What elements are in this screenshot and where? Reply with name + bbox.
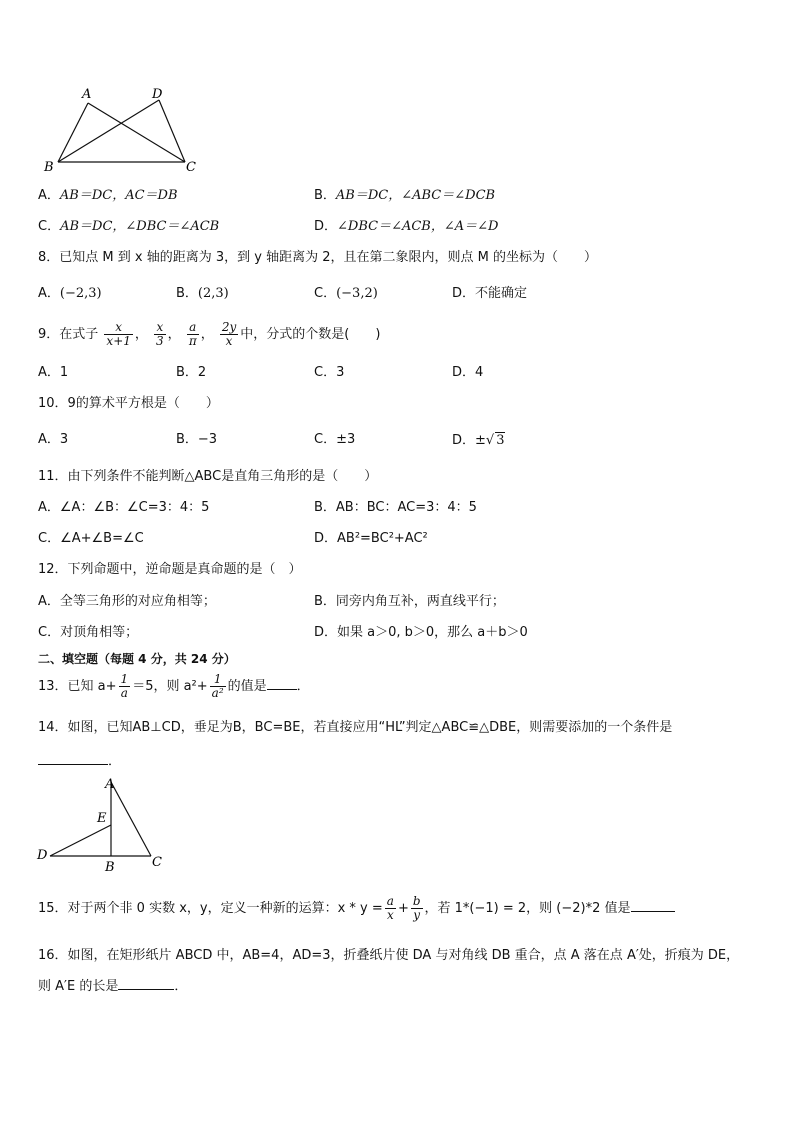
fraction-x-over-3: $\frac{x}{3}$ xyxy=(156,320,164,348)
q12-option-d: D．如果 a＞0, b＞0，那么 a＋b＞0 xyxy=(314,625,528,640)
fraction-2y-over-x: $\frac{2y}{x}$ xyxy=(221,320,237,348)
section-heading: 二、填空题（每题 4 分，共 24 分） xyxy=(38,652,236,666)
label-c: C xyxy=(186,160,196,175)
q14-stem: 14．如图，已知AB⊥CD，垂足为B，BC=BE，若直接应用“HL”判定△ABC≌△DBE，则需要添加的一个条件是 xyxy=(38,720,673,735)
q9-option-c: C．3 xyxy=(314,365,345,380)
q9-option-a: A．1 xyxy=(38,365,69,380)
q11-option-b: B．AB：BC：AC=3：4：5 xyxy=(314,500,477,515)
label-b: B xyxy=(105,860,115,874)
segment-de xyxy=(50,825,111,856)
fraction-1-over-a-squared: $\frac{1}{\text{a²}}$ xyxy=(211,672,224,700)
q8-option-a: A．(−2,3) xyxy=(38,286,102,301)
q11-option-d: D．AB²=BC²+AC² xyxy=(314,531,428,546)
fraction-b-over-y: $\frac{b}{y}$ xyxy=(412,894,421,922)
q14-answer-line: ． xyxy=(38,752,121,770)
q8-option-d: D．不能确定 xyxy=(452,286,528,301)
q13-answer-blank[interactable] xyxy=(267,677,297,690)
q7-option-b: B．AB＝DC，∠ABC＝∠DCB xyxy=(314,188,496,203)
q10-option-c: C．±3 xyxy=(314,432,356,447)
q10-option-b: B．−3 xyxy=(176,432,218,447)
label-a: A xyxy=(105,777,115,792)
label-c: C xyxy=(152,855,162,870)
fraction-x-over-x-plus-1: $\frac{x}{x+1}$ xyxy=(106,320,131,348)
q12-stem: 12．下列命题中，逆命题是真命题的是（ ） xyxy=(38,562,302,577)
label-e: E xyxy=(97,811,107,826)
q11-option-a: A．∠A：∠B：∠C=3：4：5 xyxy=(38,500,210,515)
q10-stem: 10．9的算术平方根是（ ） xyxy=(38,396,219,411)
q10-option-a: A．3 xyxy=(38,432,69,447)
q7-option-d: D．∠DBC＝∠ACB，∠A＝∠D xyxy=(314,219,499,234)
q8-stem: 8．已知点 M 到 x 轴的距离为 3，到 y 轴距离为 2，且在第二象限内，则点 M 的坐标为（ ） xyxy=(38,250,597,265)
label-a: A xyxy=(82,87,92,102)
q16-answer-blank[interactable] xyxy=(118,977,174,990)
q16-line2: 则 A′E 的长是 ． xyxy=(38,979,188,994)
q10-option-d: D．±√ 3 xyxy=(452,433,505,448)
q13-stem: 13．已知 a+ $\frac{1}{a}$ ＝5，则 a²+ $\frac{1}{\text{a²}}$ 的值是 ． xyxy=(38,672,310,700)
q7-option-a: A．AB＝DC，AC＝DB xyxy=(38,188,178,203)
segment-dc xyxy=(159,100,185,162)
figure-right-triangles xyxy=(34,774,174,874)
fraction-a-over-pi: $\frac{a}{\pi}$ xyxy=(188,320,197,348)
q16-line1: 16．如图，在矩形纸片 ABCD 中，AB=4，AD=3，折叠纸片使 DA 与对角线 DB 重合，点 A 落在点 A′处，折痕为 DE， xyxy=(38,948,740,963)
q11-stem: 11．由下列条件不能判断△ABC是直角三角形的是（ ） xyxy=(38,469,378,484)
figure-quadrilateral xyxy=(38,82,208,177)
segment-ac xyxy=(88,103,185,162)
fraction-1-over-a: $\frac{1}{a}$ xyxy=(120,672,129,700)
q9-option-b: B．2 xyxy=(176,365,207,380)
q8-option-c: C．(−3,2) xyxy=(314,286,378,301)
segment-ac xyxy=(111,782,151,856)
q7-option-c: C．AB＝DC，∠DBC＝∠ACB xyxy=(38,219,220,234)
q14-answer-blank[interactable] xyxy=(38,752,108,765)
label-d: D xyxy=(37,848,48,863)
q15-answer-blank[interactable] xyxy=(631,899,675,912)
label-d: D xyxy=(152,87,163,102)
q11-option-c: C．∠A+∠B=∠C xyxy=(38,531,144,546)
q12-option-c: C．对顶角相等； xyxy=(38,625,139,640)
q15-stem: 15．对于两个非 0 实数 x，y，定义一种新的运算：x * y = $\frac{a}{x}$ + $\frac{b}{y}$ ，若 1*(−1) = 2，则 (−2)*2 值是 xyxy=(38,892,675,926)
label-b: B xyxy=(44,160,54,175)
q8-option-b: B．(2,3) xyxy=(176,286,229,301)
q12-option-b: B．同旁内角互补，两直线平行； xyxy=(314,594,505,609)
sqrt-symbol: √ xyxy=(485,433,495,448)
q12-option-a: A．全等三角形的对应角相等； xyxy=(38,594,216,609)
q9-stem: 9．在式子 $\frac{x}{x+1}$ ， $\frac{x}{3}$ ， $\frac{a}{\pi}$ ， $\frac{2y}{x}$ 中，分式的个数是( ) xyxy=(38,320,381,348)
fraction-a-over-x: $\frac{a}{x}$ xyxy=(386,894,394,922)
q9-option-d: D．4 xyxy=(452,365,484,380)
